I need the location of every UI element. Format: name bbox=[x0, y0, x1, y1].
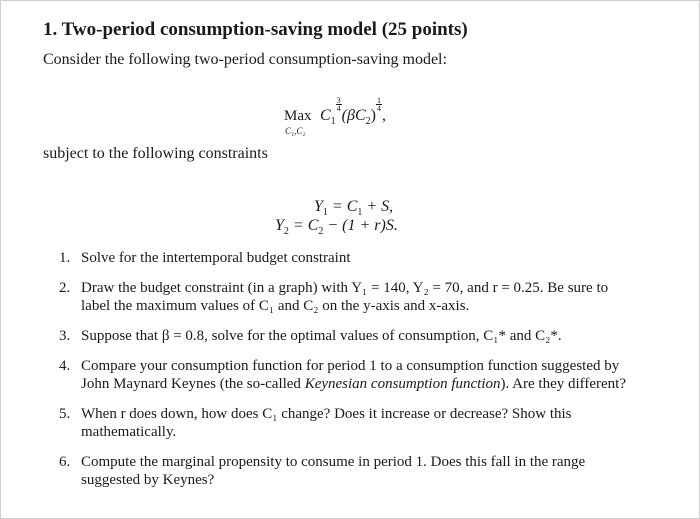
utility-expression bbox=[320, 96, 386, 128]
constraint-2-lhs-sub: 2 bbox=[283, 226, 289, 238]
question-number: 4. bbox=[59, 358, 71, 374]
constraint-period-1 bbox=[314, 198, 393, 218]
question-text-part-b: ). Are they different? bbox=[500, 376, 627, 392]
constraint-1-rhs-sub: 1 bbox=[357, 207, 363, 219]
beta-c2-symbol: (βC bbox=[341, 107, 366, 124]
constraint-2-rhs-sub: 2 bbox=[318, 226, 324, 238]
question-item bbox=[59, 279, 639, 315]
objective-trailing-comma: , bbox=[381, 107, 386, 124]
question-text bbox=[81, 358, 626, 392]
question-text: Draw the budget constraint (in a graph) with Y₁ = 140, Y₂ = 70, and r = 0.25. Be sure to label the maximum values of C₁ and C₂ on the y-axis and x-axis. bbox=[81, 280, 609, 314]
constraint-2-rhs: = C bbox=[288, 217, 319, 234]
question-number: 1. bbox=[59, 250, 71, 266]
exponent-2-numerator: 1 bbox=[376, 96, 381, 105]
intro-text: Consider the following two-period consumption-saving model: bbox=[43, 51, 447, 68]
question-number: 6. bbox=[59, 454, 71, 470]
constraint-1-rhs: = C bbox=[327, 198, 358, 215]
constraint-2-rest: − (1 + r)S. bbox=[323, 217, 398, 234]
max-operator-subscript: C₁,C₂ bbox=[285, 126, 306, 136]
exponent-1-numerator: 3 bbox=[336, 96, 341, 105]
question-number: 5. bbox=[59, 406, 71, 422]
max-operator: Max bbox=[284, 108, 312, 124]
question-number: 2. bbox=[59, 280, 71, 296]
constraint-2-lhs: Y bbox=[275, 217, 284, 234]
question-text-emphasis: Keynesian consumption function bbox=[304, 376, 501, 392]
problem-heading: 1. Two-period consumption-saving model (25 points) bbox=[43, 19, 468, 40]
question-item bbox=[59, 249, 639, 267]
question-text: When r does down, how does C₁ change? Does it increase or decrease? Show this mathematically. bbox=[81, 406, 572, 440]
question-text: Suppose that β = 0.8, solve for the optimal values of consumption, C₁* and C₂*. bbox=[81, 328, 562, 344]
exponent-1 bbox=[336, 97, 342, 112]
objective-function bbox=[284, 96, 444, 140]
question-text-part-a: Compare your consumption function for period 1 to a consumption function suggested by John Maynard Keynes (the so-called bbox=[81, 358, 620, 392]
constraint-1-lhs: Y bbox=[314, 198, 323, 215]
question-item bbox=[59, 405, 639, 441]
c1-subscript: 1 bbox=[330, 116, 336, 128]
constraint-period-2 bbox=[275, 217, 398, 237]
exponent-2 bbox=[376, 97, 382, 112]
c2-subscript: 2 bbox=[365, 116, 371, 128]
constraint-1-lhs-sub: 1 bbox=[322, 207, 328, 219]
question-item bbox=[59, 327, 639, 345]
exponent-2-denominator: 4 bbox=[376, 104, 381, 113]
c1-symbol: C bbox=[320, 107, 331, 124]
question-list bbox=[59, 249, 639, 489]
exponent-1-denominator: 4 bbox=[336, 104, 341, 113]
constraint-1-rest: + S, bbox=[362, 198, 394, 215]
question-number: 3. bbox=[59, 328, 71, 344]
question-text: Solve for the intertemporal budget constraint bbox=[81, 250, 351, 266]
question-item bbox=[59, 357, 639, 393]
question-item bbox=[59, 453, 639, 489]
paren-close: ) bbox=[370, 107, 376, 124]
question-text: Compute the marginal propensity to consume in period 1. Does this fall in the range suggested by Keynes? bbox=[81, 454, 586, 488]
constraints-intro: subject to the following constraints bbox=[43, 145, 268, 162]
